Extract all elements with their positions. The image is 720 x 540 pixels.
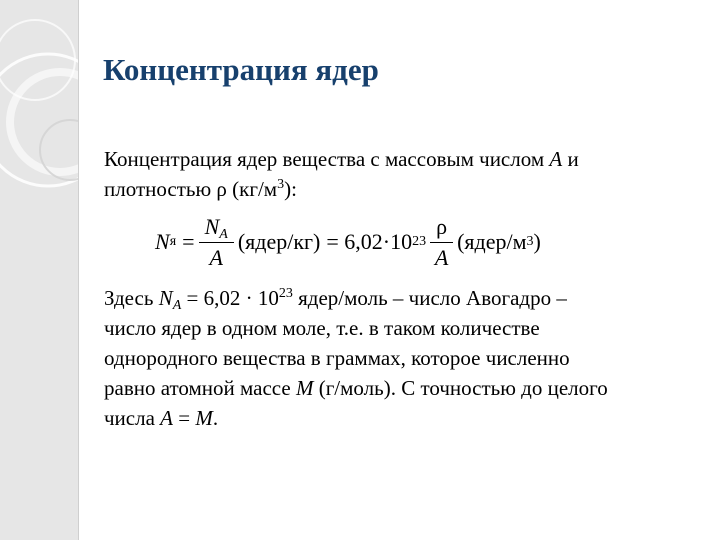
formula-lhs-var: N xyxy=(155,229,170,254)
concentration-formula: N я = $\frac{N_A}{A}$ (ядер/кг) = 6,02·10 23 $\frac{\rho}{A}$ (ядер/м 3 ) xyxy=(155,213,541,270)
formula-unit-2: (ядер/м xyxy=(457,229,527,254)
var-N: N xyxy=(158,286,173,310)
formula-unit-1: (ядер/кг) xyxy=(237,229,321,254)
formula-avogadro: = 6,02·10 xyxy=(326,229,413,254)
units-text: ): xyxy=(284,177,297,201)
var-sub-A: A xyxy=(172,298,182,313)
fraction-1 xyxy=(199,214,234,271)
fraction-2 xyxy=(430,214,453,271)
var-M: M xyxy=(295,376,314,400)
frac2-num: ρ xyxy=(430,214,453,243)
sidebar-divider xyxy=(78,0,79,540)
units-text: (кг/м xyxy=(226,177,278,201)
body-text: Здесь xyxy=(104,286,159,310)
formula-equals: = xyxy=(182,229,195,254)
frac1-num-sub: A xyxy=(219,226,228,242)
intro-paragraph xyxy=(104,144,704,204)
intro-text: и xyxy=(562,147,579,171)
var-A: A xyxy=(160,406,173,430)
body-text: число ядер в одном моле, т.е. в таком количестве xyxy=(104,316,540,340)
body-text: . xyxy=(212,406,219,430)
body-text: (г/моль). С точностью до целого xyxy=(313,376,608,400)
body-text: однородного вещества в граммах, которое численно xyxy=(104,346,570,370)
body-text: = xyxy=(173,406,196,430)
rho-symbol: ρ xyxy=(216,177,227,201)
frac1-num-var: N xyxy=(204,213,220,239)
exponent: 23 xyxy=(278,286,293,301)
body-text: числа xyxy=(104,406,161,430)
body-text: = 6,02 · 10 xyxy=(181,286,279,310)
body-text: ядер/моль – число Авогадро – xyxy=(292,286,567,310)
intro-text: Концентрация ядер вещества с массовым числом xyxy=(104,147,550,171)
exponent: 3 xyxy=(277,177,285,192)
frac1-den: A xyxy=(209,244,223,270)
formula-unit-close: ) xyxy=(533,229,541,254)
decorative-circles xyxy=(0,0,78,540)
page-title: Концентрация ядер xyxy=(103,52,379,87)
intro-text: плотностью xyxy=(104,177,217,201)
frac2-den: A xyxy=(434,244,449,270)
sidebar-panel xyxy=(0,0,78,540)
explanation-paragraph xyxy=(104,283,704,433)
var-M: M xyxy=(195,406,213,430)
var-A: A xyxy=(549,147,563,171)
body-text: равно атомной массе xyxy=(104,376,296,400)
